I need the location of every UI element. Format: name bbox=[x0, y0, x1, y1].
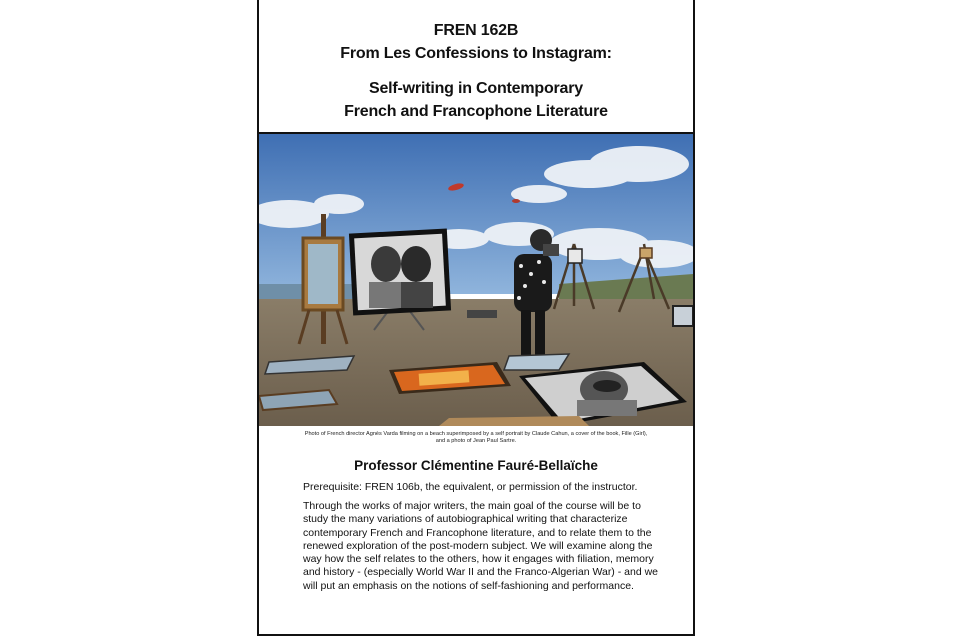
course-title: From Les Confessions to Instagram: bbox=[340, 45, 612, 62]
course-poster bbox=[257, 0, 695, 636]
title-block bbox=[259, 0, 693, 134]
kite-small bbox=[512, 199, 520, 203]
edge-frame bbox=[673, 306, 693, 326]
sand-object bbox=[467, 310, 497, 318]
beach-photo-collage bbox=[259, 134, 693, 426]
caption-line-1: Photo of French director Agnès Varda filming on a beach superimposed by a self portrait by Claude Cahun, a cover of the book, Fille (Girl), bbox=[304, 431, 648, 437]
sand-mirror-2 bbox=[504, 354, 569, 370]
course-description: Through the works of major writers, the main goal of the course will be to study the many variations of autobiographical writing that characterize contemporary French and Francophone literature, and to relate them to the renewed exploration of the post-modern subject. We will examine along the way how the self relates to the others, how it engages with filiation, memory and history - (especially World War II and the Franco-Algerian War) - and we will put an emphasis on the notions of self-fashioning and performance. bbox=[303, 500, 658, 592]
photo-caption bbox=[267, 431, 685, 445]
instructor-name: Professor Clémentine Fauré-Bellaïche bbox=[354, 458, 598, 473]
small-frame-2 bbox=[640, 248, 652, 258]
caption-line-2: and a photo of Jean Paul Sartre. bbox=[435, 438, 517, 444]
course-subtitle-line1: Self-writing in Contemporary bbox=[369, 80, 583, 97]
small-frame bbox=[568, 249, 582, 263]
prerequisite: Prerequisite: FREN 106b, the equivalent, or permission of the instructor. bbox=[303, 481, 638, 493]
course-code: FREN 162B bbox=[433, 22, 519, 39]
course-subtitle-line2: French and Francophone Literature bbox=[344, 103, 608, 120]
